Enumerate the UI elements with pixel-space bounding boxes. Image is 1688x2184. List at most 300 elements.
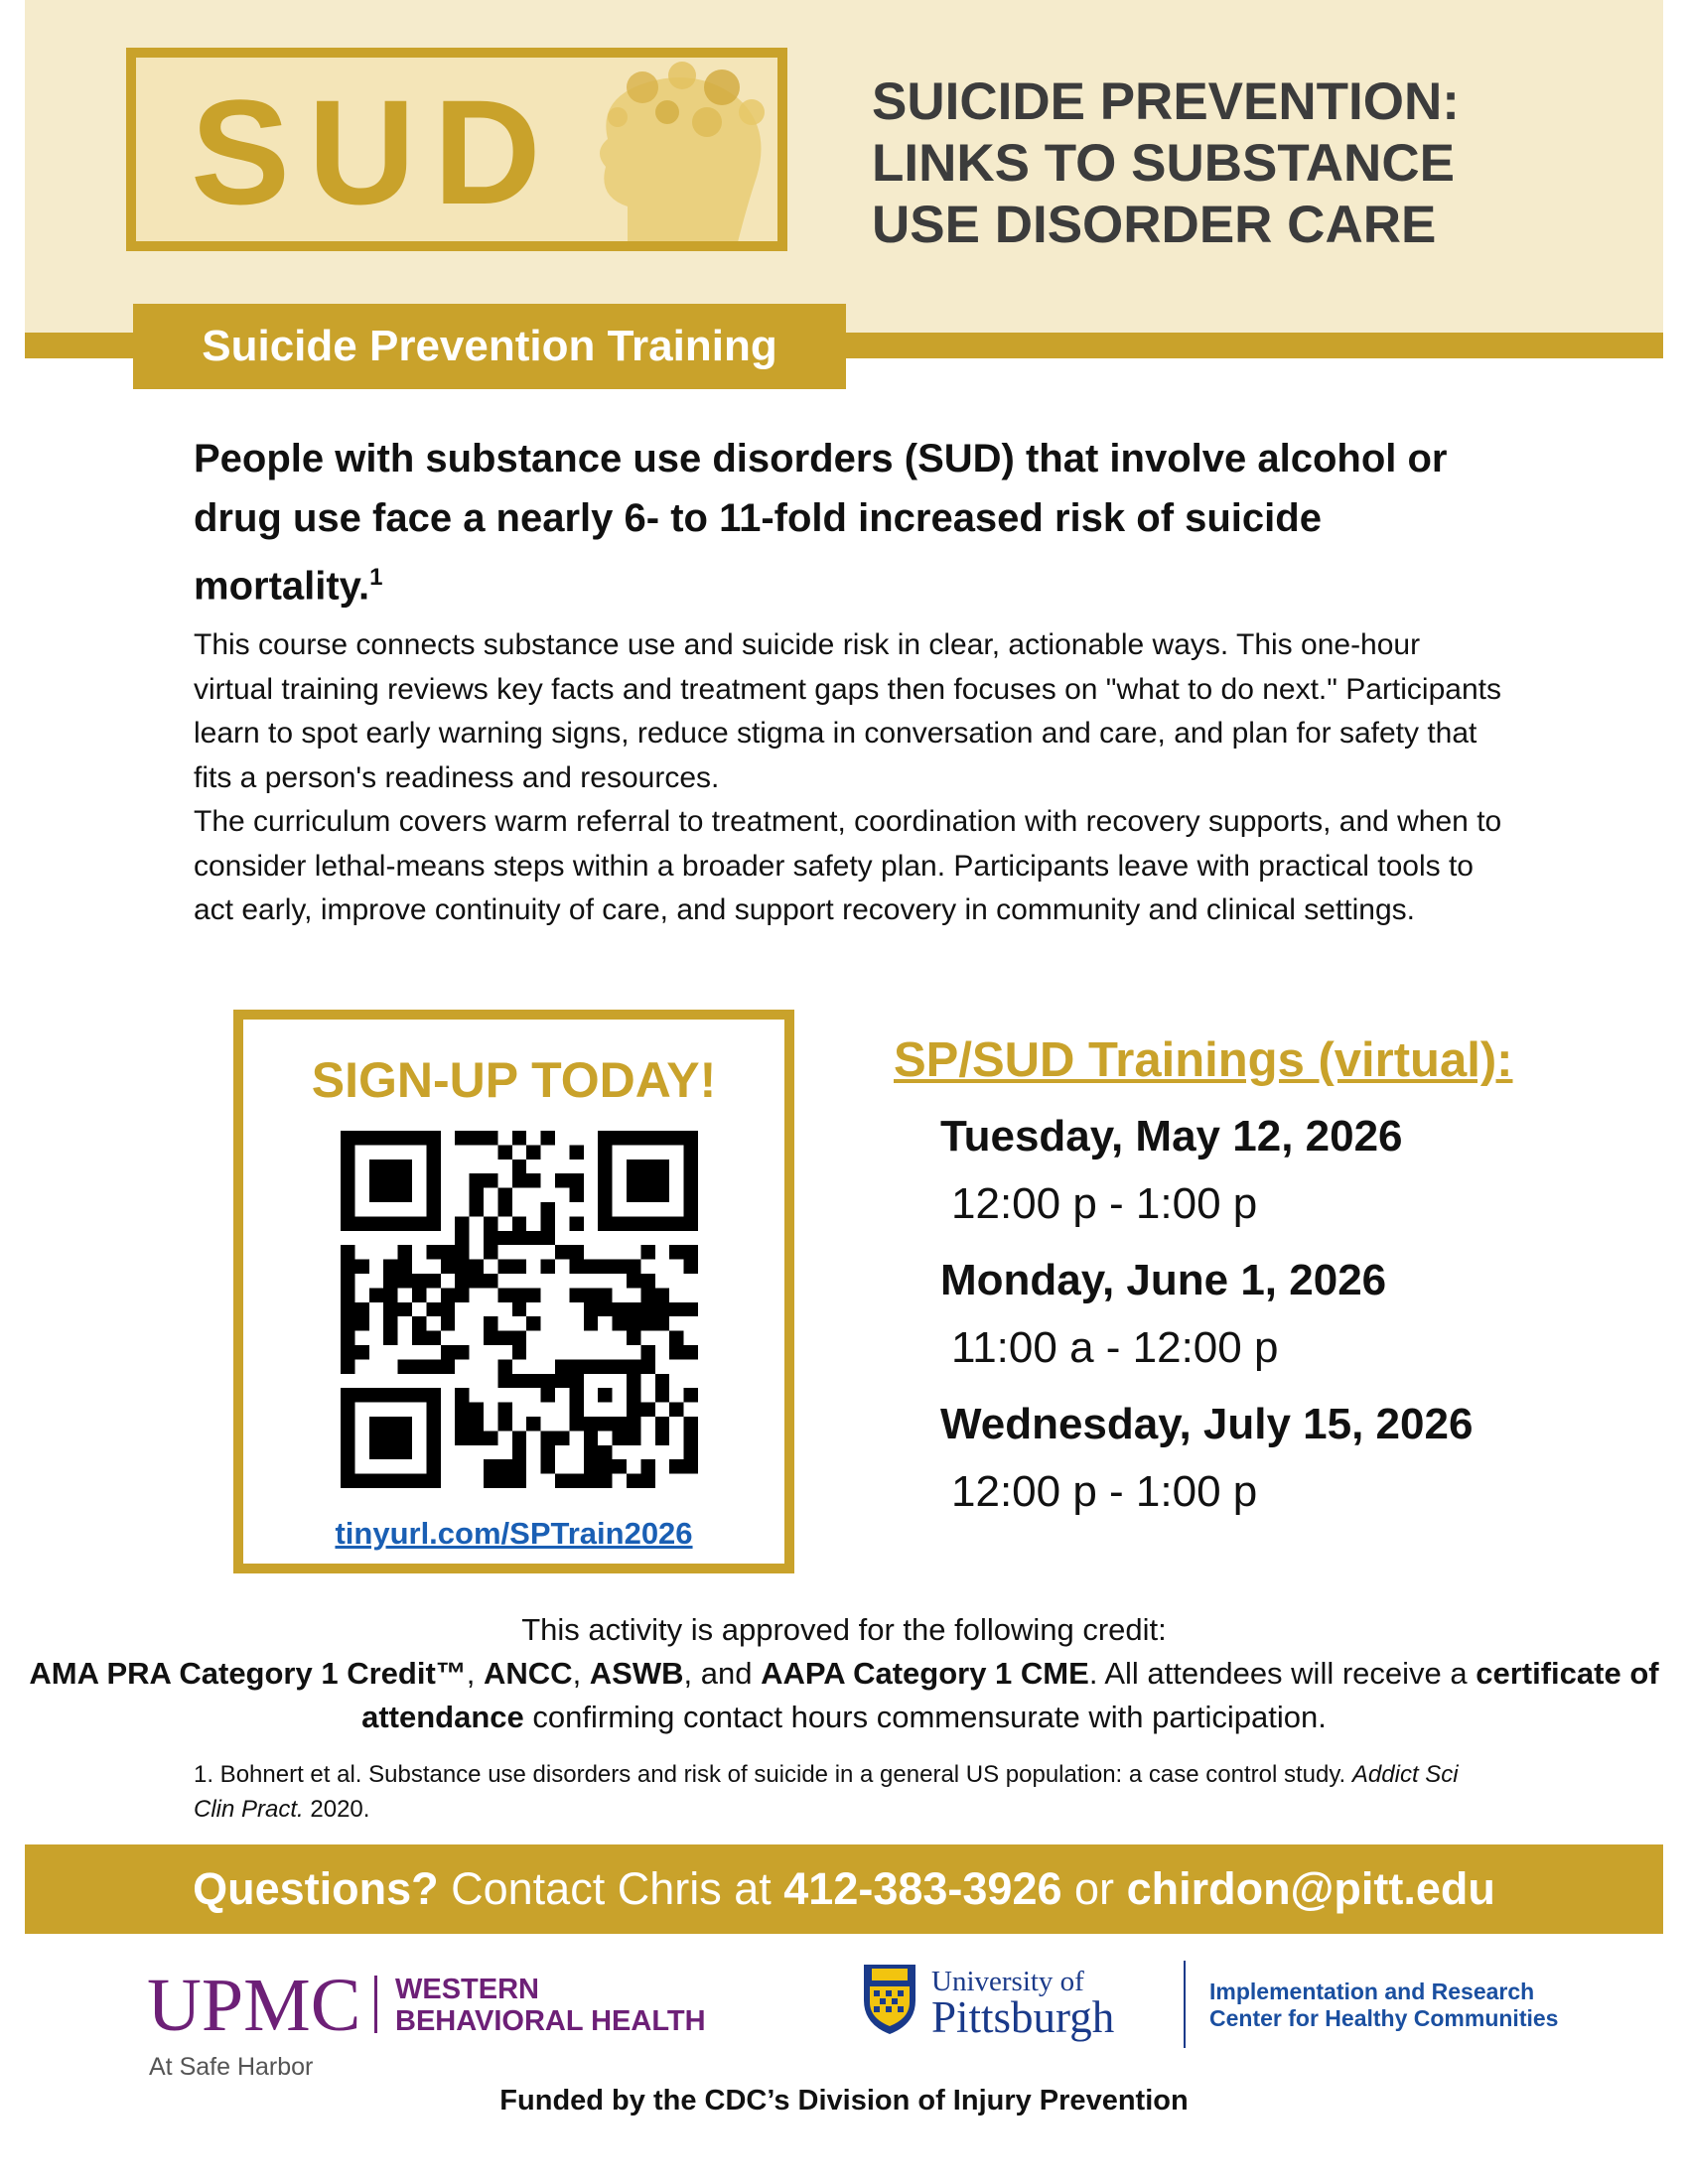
qr-module bbox=[655, 1302, 669, 1316]
qr-module bbox=[398, 1245, 412, 1259]
qr-module bbox=[569, 1145, 583, 1159]
qr-module bbox=[426, 1403, 440, 1417]
qr-module bbox=[584, 1359, 598, 1373]
qr-module bbox=[354, 1216, 368, 1230]
qr-module bbox=[369, 1160, 383, 1173]
qr-module bbox=[640, 1345, 654, 1359]
wbh-line1: WESTERN bbox=[395, 1974, 539, 2005]
qr-module bbox=[655, 1131, 669, 1145]
qr-module bbox=[640, 1131, 654, 1145]
qr-module bbox=[455, 1388, 469, 1402]
qr-module bbox=[669, 1302, 683, 1316]
qr-module bbox=[541, 1459, 555, 1473]
qr-module bbox=[383, 1260, 397, 1274]
qr-module bbox=[640, 1188, 654, 1202]
qr-module bbox=[684, 1188, 698, 1202]
qr-module bbox=[655, 1288, 669, 1301]
qr-module bbox=[398, 1474, 412, 1488]
qr-module bbox=[341, 1417, 354, 1431]
qr-module bbox=[354, 1131, 368, 1145]
qr-module bbox=[512, 1260, 526, 1274]
schedule-title: SP/SUD Trainings (virtual): bbox=[894, 1033, 1513, 1087]
qr-module bbox=[455, 1431, 469, 1444]
qr-module bbox=[497, 1474, 511, 1488]
qr-module bbox=[455, 1345, 469, 1359]
qr-module bbox=[512, 1288, 526, 1301]
qr-module bbox=[541, 1216, 555, 1230]
qr-module bbox=[684, 1216, 698, 1230]
qr-module bbox=[383, 1131, 397, 1145]
footnote-ref: 1 bbox=[369, 564, 383, 591]
qr-module bbox=[497, 1288, 511, 1301]
qr-module bbox=[684, 1160, 698, 1173]
qr-module bbox=[598, 1131, 612, 1145]
lead-text: People with substance use disorders (SUD) that involve alcohol or drug use face a nearly 6- to 11-fold increased risk of suicide mortality. bbox=[194, 437, 1448, 609]
qr-module bbox=[341, 1274, 354, 1288]
signup-link[interactable]: tinyurl.com/SPTrain2026 bbox=[335, 1516, 693, 1551]
pitt-shield-icon bbox=[860, 1961, 919, 2036]
qr-module bbox=[512, 1160, 526, 1173]
qr-module bbox=[369, 1173, 383, 1187]
qr-module bbox=[470, 1131, 484, 1145]
contact-questions: Questions? bbox=[193, 1863, 439, 1914]
qr-module bbox=[354, 1474, 368, 1488]
qr-module bbox=[640, 1474, 654, 1488]
qr-module bbox=[369, 1216, 383, 1230]
upmc-logo: UPMC bbox=[147, 1964, 361, 2047]
qr-module bbox=[541, 1374, 555, 1388]
qr-module bbox=[383, 1331, 397, 1345]
qr-module bbox=[341, 1131, 354, 1145]
qr-module bbox=[640, 1316, 654, 1330]
qr-module bbox=[541, 1202, 555, 1216]
qr-module bbox=[684, 1173, 698, 1187]
qr-module bbox=[341, 1216, 354, 1230]
contact-or: or bbox=[1074, 1863, 1115, 1914]
qr-module bbox=[655, 1316, 669, 1330]
credit-aswb: ASWB bbox=[589, 1656, 684, 1691]
qr-module bbox=[383, 1216, 397, 1230]
qr-module bbox=[455, 1131, 469, 1145]
qr-module bbox=[569, 1288, 583, 1301]
qr-module bbox=[426, 1202, 440, 1216]
qr-module bbox=[455, 1403, 469, 1417]
qr-module bbox=[383, 1274, 397, 1288]
qr-module bbox=[640, 1359, 654, 1373]
qr-module bbox=[426, 1359, 440, 1373]
qr-module bbox=[512, 1459, 526, 1473]
qr-module bbox=[441, 1260, 455, 1274]
head-silhouette-icon bbox=[588, 58, 786, 246]
qr-module bbox=[598, 1188, 612, 1202]
qr-module bbox=[655, 1431, 669, 1444]
qr-module bbox=[341, 1202, 354, 1216]
qr-module bbox=[684, 1302, 698, 1316]
qr-module bbox=[584, 1459, 598, 1473]
qr-module bbox=[655, 1188, 669, 1202]
qr-module bbox=[484, 1173, 497, 1187]
qr-module bbox=[512, 1474, 526, 1488]
qr-module bbox=[383, 1173, 397, 1187]
credit-attendees: All attendees will receive a bbox=[1104, 1656, 1468, 1691]
qr-module bbox=[369, 1445, 383, 1459]
qr-module bbox=[684, 1145, 698, 1159]
qr-module bbox=[484, 1474, 497, 1488]
qr-module bbox=[569, 1173, 583, 1187]
qr-module bbox=[470, 1202, 484, 1216]
qr-module bbox=[669, 1345, 683, 1359]
qr-module bbox=[555, 1474, 569, 1488]
qr-module bbox=[426, 1173, 440, 1187]
qr-module bbox=[613, 1260, 627, 1274]
qr-module bbox=[584, 1316, 598, 1330]
qr-module bbox=[627, 1417, 640, 1431]
qr-module bbox=[512, 1374, 526, 1388]
qr-module bbox=[598, 1202, 612, 1216]
qr-module bbox=[627, 1403, 640, 1417]
qr-module bbox=[512, 1331, 526, 1345]
contact-email[interactable]: chirdon@pitt.edu bbox=[1126, 1863, 1495, 1914]
qr-module bbox=[640, 1288, 654, 1301]
qr-module bbox=[484, 1274, 497, 1288]
qr-module bbox=[369, 1188, 383, 1202]
pitt-line2: Pittsburgh bbox=[931, 1992, 1115, 2042]
qr-module bbox=[470, 1260, 484, 1274]
qr-module bbox=[497, 1202, 511, 1216]
credit-certificate: certificate of attendance bbox=[361, 1656, 1659, 1734]
qr-module bbox=[598, 1445, 612, 1459]
qr-module bbox=[684, 1431, 698, 1444]
qr-module bbox=[412, 1216, 426, 1230]
qr-module bbox=[627, 1260, 640, 1274]
qr-module bbox=[470, 1274, 484, 1288]
qr-module bbox=[584, 1302, 598, 1316]
qr-module bbox=[684, 1459, 698, 1473]
qr-module bbox=[684, 1445, 698, 1459]
qr-module bbox=[640, 1245, 654, 1259]
qr-module bbox=[341, 1288, 354, 1301]
qr-module bbox=[598, 1260, 612, 1274]
qr-module bbox=[383, 1188, 397, 1202]
qr-module bbox=[341, 1173, 354, 1187]
qr-module bbox=[470, 1431, 484, 1444]
qr-module bbox=[655, 1417, 669, 1431]
qr-module bbox=[341, 1403, 354, 1417]
qr-module bbox=[412, 1288, 426, 1301]
qr-module bbox=[383, 1316, 397, 1330]
qr-module bbox=[613, 1216, 627, 1230]
qr-module bbox=[497, 1231, 511, 1245]
session-date: Tuesday, May 12, 2026 bbox=[940, 1112, 1403, 1160]
qr-module bbox=[541, 1431, 555, 1444]
qr-module bbox=[640, 1302, 654, 1316]
contact-bar bbox=[25, 1844, 1663, 1934]
qr-module bbox=[655, 1374, 669, 1388]
qr-code-icon[interactable] bbox=[341, 1131, 698, 1488]
qr-module bbox=[584, 1431, 598, 1444]
qr-module bbox=[555, 1359, 569, 1373]
qr-module bbox=[497, 1417, 511, 1431]
qr-module bbox=[512, 1231, 526, 1245]
qr-module bbox=[640, 1173, 654, 1187]
qr-module bbox=[369, 1474, 383, 1488]
qr-module bbox=[398, 1274, 412, 1288]
qr-module bbox=[398, 1260, 412, 1274]
qr-module bbox=[541, 1388, 555, 1402]
qr-module bbox=[497, 1188, 511, 1202]
qr-module bbox=[341, 1445, 354, 1459]
description-paragraph: This course connects substance use and suicide risk in clear, actionable ways. This one-hour virtual training reviews key facts and treatment gaps then focuses on "what to do next." Participants learn to spot early warning signs, reduce stigma in conversation and care, and plan for safety that fits a person's readiness and resources. bbox=[194, 628, 1501, 794]
qr-module bbox=[655, 1173, 669, 1187]
qr-module bbox=[627, 1374, 640, 1388]
qr-module bbox=[526, 1288, 540, 1301]
qr-module bbox=[627, 1160, 640, 1173]
qr-module bbox=[598, 1216, 612, 1230]
qr-module bbox=[484, 1231, 497, 1245]
qr-module bbox=[684, 1417, 698, 1431]
qr-module bbox=[569, 1474, 583, 1488]
qr-module bbox=[497, 1145, 511, 1159]
qr-module bbox=[484, 1245, 497, 1259]
qr-module bbox=[426, 1131, 440, 1145]
qr-module bbox=[627, 1173, 640, 1187]
qr-module bbox=[584, 1417, 598, 1431]
qr-module bbox=[426, 1431, 440, 1444]
qr-module bbox=[412, 1331, 426, 1345]
qr-module bbox=[412, 1359, 426, 1373]
qr-module bbox=[412, 1316, 426, 1330]
qr-module bbox=[341, 1388, 354, 1402]
qr-module bbox=[383, 1302, 397, 1316]
qr-module bbox=[341, 1474, 354, 1488]
session-date: Monday, June 1, 2026 bbox=[940, 1256, 1387, 1304]
sud-logo-text: SUD bbox=[191, 68, 559, 235]
qr-module bbox=[383, 1417, 397, 1431]
credit-aapa: AAPA Category 1 CME bbox=[761, 1656, 1089, 1691]
qr-module bbox=[512, 1431, 526, 1444]
qr-module bbox=[512, 1445, 526, 1459]
qr-module bbox=[613, 1431, 627, 1444]
qr-module bbox=[484, 1431, 497, 1444]
qr-module bbox=[426, 1417, 440, 1431]
header-title-line: USE DISORDER CARE bbox=[872, 196, 1437, 254]
irc-line2: Center for Healthy Communities bbox=[1209, 2005, 1559, 2031]
qr-module bbox=[426, 1274, 440, 1288]
contact-phone[interactable]: 412-383-3926 bbox=[783, 1863, 1062, 1914]
qr-module bbox=[383, 1474, 397, 1488]
qr-module bbox=[669, 1216, 683, 1230]
qr-module bbox=[569, 1188, 583, 1202]
qr-module bbox=[512, 1302, 526, 1316]
credit-list: AMA PRA Category 1 Credit™, ANCC, ASWB, and AAPA Category 1 CME. All attendees will receive a certificate of attendance confirming contact hours commensurate with participation. bbox=[29, 1656, 1659, 1734]
footnote-journal: Addict Sci Clin Pract. bbox=[194, 1761, 1459, 1823]
description-paragraph: The curriculum covers warm referral to treatment, coordination with recovery supports, and when to consider lethal-means steps within a broader safety plan. Participants leave with practical tools to act early, improve continuity of care, and support recovery in community and clinical settings. bbox=[194, 805, 1502, 926]
qr-module bbox=[526, 1417, 540, 1431]
qr-module bbox=[369, 1288, 383, 1301]
pitt-divider bbox=[1184, 1961, 1186, 2048]
qr-module bbox=[497, 1374, 511, 1388]
qr-module bbox=[512, 1173, 526, 1187]
signup-heading: SIGN-UP TODAY! bbox=[311, 1052, 717, 1108]
qr-module bbox=[555, 1173, 569, 1187]
qr-module bbox=[354, 1260, 368, 1274]
qr-module bbox=[341, 1431, 354, 1444]
qr-module bbox=[341, 1245, 354, 1259]
qr-module bbox=[341, 1260, 354, 1274]
qr-module bbox=[640, 1403, 654, 1417]
qr-module bbox=[684, 1260, 698, 1274]
qr-module bbox=[354, 1345, 368, 1359]
qr-module bbox=[512, 1131, 526, 1145]
qr-module bbox=[412, 1388, 426, 1402]
qr-module bbox=[613, 1417, 627, 1431]
qr-module bbox=[684, 1131, 698, 1145]
qr-module bbox=[455, 1288, 469, 1301]
qr-module bbox=[398, 1173, 412, 1187]
qr-module bbox=[526, 1374, 540, 1388]
qr-module bbox=[354, 1388, 368, 1402]
qr-module bbox=[484, 1459, 497, 1473]
qr-module bbox=[354, 1316, 368, 1330]
qr-module bbox=[627, 1388, 640, 1402]
qr-module bbox=[669, 1131, 683, 1145]
wbh-line2: BEHAVIORAL HEALTH bbox=[395, 2005, 706, 2037]
header-title-line: SUICIDE PREVENTION: bbox=[872, 72, 1460, 131]
qr-module bbox=[455, 1216, 469, 1230]
qr-module bbox=[455, 1274, 469, 1288]
qr-module bbox=[627, 1474, 640, 1488]
qr-module bbox=[613, 1131, 627, 1145]
qr-module bbox=[627, 1188, 640, 1202]
qr-module bbox=[441, 1316, 455, 1330]
qr-module bbox=[669, 1245, 683, 1259]
qr-module bbox=[398, 1188, 412, 1202]
qr-module bbox=[598, 1474, 612, 1488]
qr-module bbox=[655, 1388, 669, 1402]
qr-module bbox=[470, 1188, 484, 1202]
footnote-year: 2020. bbox=[310, 1796, 370, 1823]
qr-module bbox=[398, 1388, 412, 1402]
qr-module bbox=[369, 1388, 383, 1402]
qr-module bbox=[341, 1188, 354, 1202]
qr-module bbox=[613, 1316, 627, 1330]
qr-module bbox=[441, 1288, 455, 1301]
qr-module bbox=[341, 1316, 354, 1330]
qr-module bbox=[526, 1231, 540, 1245]
qr-module bbox=[412, 1131, 426, 1145]
qr-module bbox=[655, 1160, 669, 1173]
safe-harbor-text: At Safe Harbor bbox=[149, 2053, 314, 2081]
qr-module bbox=[569, 1245, 583, 1259]
qr-module bbox=[669, 1331, 683, 1345]
qr-module bbox=[455, 1417, 469, 1431]
signup-panel bbox=[233, 1010, 794, 1573]
qr-module bbox=[383, 1160, 397, 1173]
lead-statement bbox=[194, 429, 1484, 615]
qr-module bbox=[341, 1459, 354, 1473]
qr-module bbox=[441, 1359, 455, 1373]
qr-module bbox=[497, 1459, 511, 1473]
qr-module bbox=[669, 1459, 683, 1473]
qr-module bbox=[640, 1160, 654, 1173]
qr-module bbox=[455, 1260, 469, 1274]
qr-module bbox=[470, 1173, 484, 1187]
qr-module bbox=[426, 1216, 440, 1230]
qr-module bbox=[383, 1388, 397, 1402]
qr-module bbox=[383, 1431, 397, 1444]
qr-module bbox=[627, 1331, 640, 1345]
qr-module bbox=[484, 1216, 497, 1230]
qr-module bbox=[598, 1145, 612, 1159]
qr-module bbox=[426, 1445, 440, 1459]
qr-module bbox=[426, 1145, 440, 1159]
funding-note: Funded by the CDC’s Division of Injury Prevention bbox=[499, 2085, 1189, 2116]
qr-module bbox=[640, 1274, 654, 1288]
contact-text: Contact Chris at bbox=[451, 1863, 772, 1914]
qr-module bbox=[426, 1160, 440, 1173]
credit-confirming: confirming contact hours commensurate with participation. bbox=[532, 1700, 1327, 1734]
qr-module bbox=[426, 1245, 440, 1259]
qr-module bbox=[627, 1359, 640, 1373]
qr-module bbox=[541, 1231, 555, 1245]
qr-module bbox=[398, 1302, 412, 1316]
irc-line1: Implementation and Research bbox=[1209, 1979, 1535, 2004]
qr-module bbox=[584, 1474, 598, 1488]
qr-module bbox=[541, 1131, 555, 1145]
qr-module bbox=[426, 1188, 440, 1202]
qr-module bbox=[669, 1403, 683, 1417]
qr-module bbox=[369, 1131, 383, 1145]
upmc-divider bbox=[374, 1976, 377, 2033]
qr-module bbox=[684, 1202, 698, 1216]
qr-module bbox=[398, 1160, 412, 1173]
qr-module bbox=[398, 1131, 412, 1145]
qr-module bbox=[598, 1388, 612, 1402]
credit-intro: This activity is approved for the following credit: bbox=[521, 1612, 1167, 1647]
qr-module bbox=[526, 1173, 540, 1187]
qr-module bbox=[383, 1288, 397, 1301]
course-description bbox=[194, 623, 1504, 933]
qr-module bbox=[426, 1331, 440, 1345]
qr-module bbox=[341, 1331, 354, 1345]
qr-module bbox=[455, 1231, 469, 1245]
footnote-text: 1. Bohnert et al. Substance use disorders and risk of suicide in a general US population: a case control study. bbox=[194, 1761, 1346, 1788]
qr-module bbox=[613, 1302, 627, 1316]
qr-module bbox=[640, 1216, 654, 1230]
qr-module bbox=[412, 1474, 426, 1488]
qr-module bbox=[627, 1131, 640, 1145]
qr-module bbox=[341, 1145, 354, 1159]
qr-module bbox=[684, 1245, 698, 1259]
qr-module bbox=[569, 1374, 583, 1388]
qr-module bbox=[627, 1274, 640, 1288]
credit-statement bbox=[25, 1608, 1663, 1739]
training-tab: Suicide Prevention Training bbox=[133, 304, 846, 389]
qr-module bbox=[613, 1359, 627, 1373]
qr-module bbox=[341, 1302, 354, 1316]
qr-module bbox=[584, 1260, 598, 1274]
qr-module bbox=[655, 1216, 669, 1230]
qr-module bbox=[484, 1331, 497, 1345]
qr-module bbox=[398, 1445, 412, 1459]
qr-module bbox=[441, 1345, 455, 1359]
qr-module bbox=[497, 1260, 511, 1274]
session-time: 12:00 p - 1:00 p bbox=[951, 1179, 1258, 1228]
sud-logo-box bbox=[126, 48, 787, 251]
qr-module bbox=[412, 1274, 426, 1288]
qr-module bbox=[541, 1260, 555, 1274]
credit-ancc: ANCC bbox=[484, 1656, 573, 1691]
